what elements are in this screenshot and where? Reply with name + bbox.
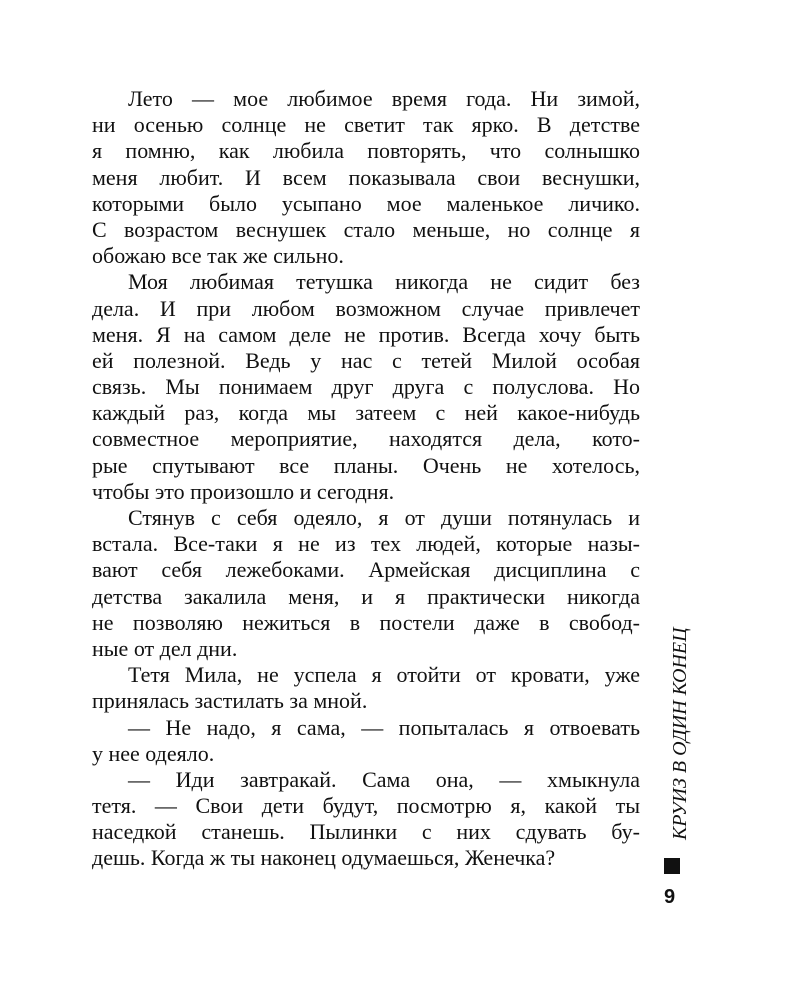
running-title: КРУИЗ В ОДИН КОНЕЦ <box>669 627 691 840</box>
text-line: обожаю все так же сильно. <box>92 243 344 269</box>
text-line: — Не надо, я сама, — попыталась я отвоевать <box>128 714 640 740</box>
paragraph <box>92 86 640 269</box>
text-line: Лето — мое любимое время года. Ни зимой, <box>128 86 640 111</box>
page-body-text <box>92 86 640 872</box>
paragraph <box>92 269 640 505</box>
text-line: чтобы это произошло и сегодня. <box>92 478 395 504</box>
text-line: вают себя лежебоками. Армейская дисциплина с <box>92 557 640 583</box>
page-number: 9 <box>664 886 676 908</box>
text-line: дела. И при любом возможном случае привлечет <box>92 295 640 321</box>
text-line: Тетя Мила, не успела я отойти от кровати, уже <box>128 662 640 688</box>
text-line: не позволяю нежиться в постели даже в свобод- <box>92 609 640 635</box>
paragraph <box>92 715 640 767</box>
text-line: у нее одеяло. <box>92 740 215 766</box>
text-line: дешь. Когда ж ты наконец одумаешься, Женечка? <box>92 845 556 871</box>
text-line: ные от дел дни. <box>92 635 238 661</box>
text-line: С возрастом веснушек стало меньше, но солнце я <box>92 216 640 242</box>
text-line: наседкой станешь. Пылинки с них сдувать бу- <box>92 819 640 845</box>
text-line: Моя любимая тетушка никогда не сидит без <box>128 269 640 295</box>
text-line: рые спутывают все планы. Очень не хотелось, <box>92 452 640 478</box>
text-line: встала. Все-таки я не из тех людей, которые назы- <box>92 531 640 557</box>
text-line: совместное мероприятие, находятся дела, кото- <box>92 426 640 452</box>
text-line: — Иди завтракай. Сама она, — хмыкнула <box>128 766 640 792</box>
text-line: Стянув с себя одеяло, я от души потянулась и <box>128 505 640 530</box>
text-line: ей полезной. Ведь у нас с тетей Милой особая <box>92 347 640 373</box>
paragraph <box>92 767 640 872</box>
text-line: связь. Мы понимаем друг друга с полуслова. Но <box>92 374 640 400</box>
text-line: меня любит. И всем показывала свои веснушки, <box>92 164 640 190</box>
text-line: каждый раз, когда мы затеем с ней какое-нибудь <box>92 400 640 426</box>
paragraph <box>92 505 640 662</box>
text-line: которыми было усыпано мое маленькое личико. <box>92 190 640 216</box>
paragraph <box>92 662 640 714</box>
text-line: тетя. — Свои дети будут, посмотрю я, какой ты <box>92 793 640 819</box>
text-line: ни осенью солнце не светит так ярко. В детстве <box>92 112 640 138</box>
running-title-marker-square <box>664 858 680 874</box>
text-line: детства закалила меня, и я практически никогда <box>92 583 640 609</box>
text-line: меня. Я на самом деле не против. Всегда хочу быть <box>92 321 640 347</box>
text-line: принялась застилать за мной. <box>92 688 368 714</box>
text-line: я помню, как любила повторять, что солнышко <box>92 138 640 164</box>
